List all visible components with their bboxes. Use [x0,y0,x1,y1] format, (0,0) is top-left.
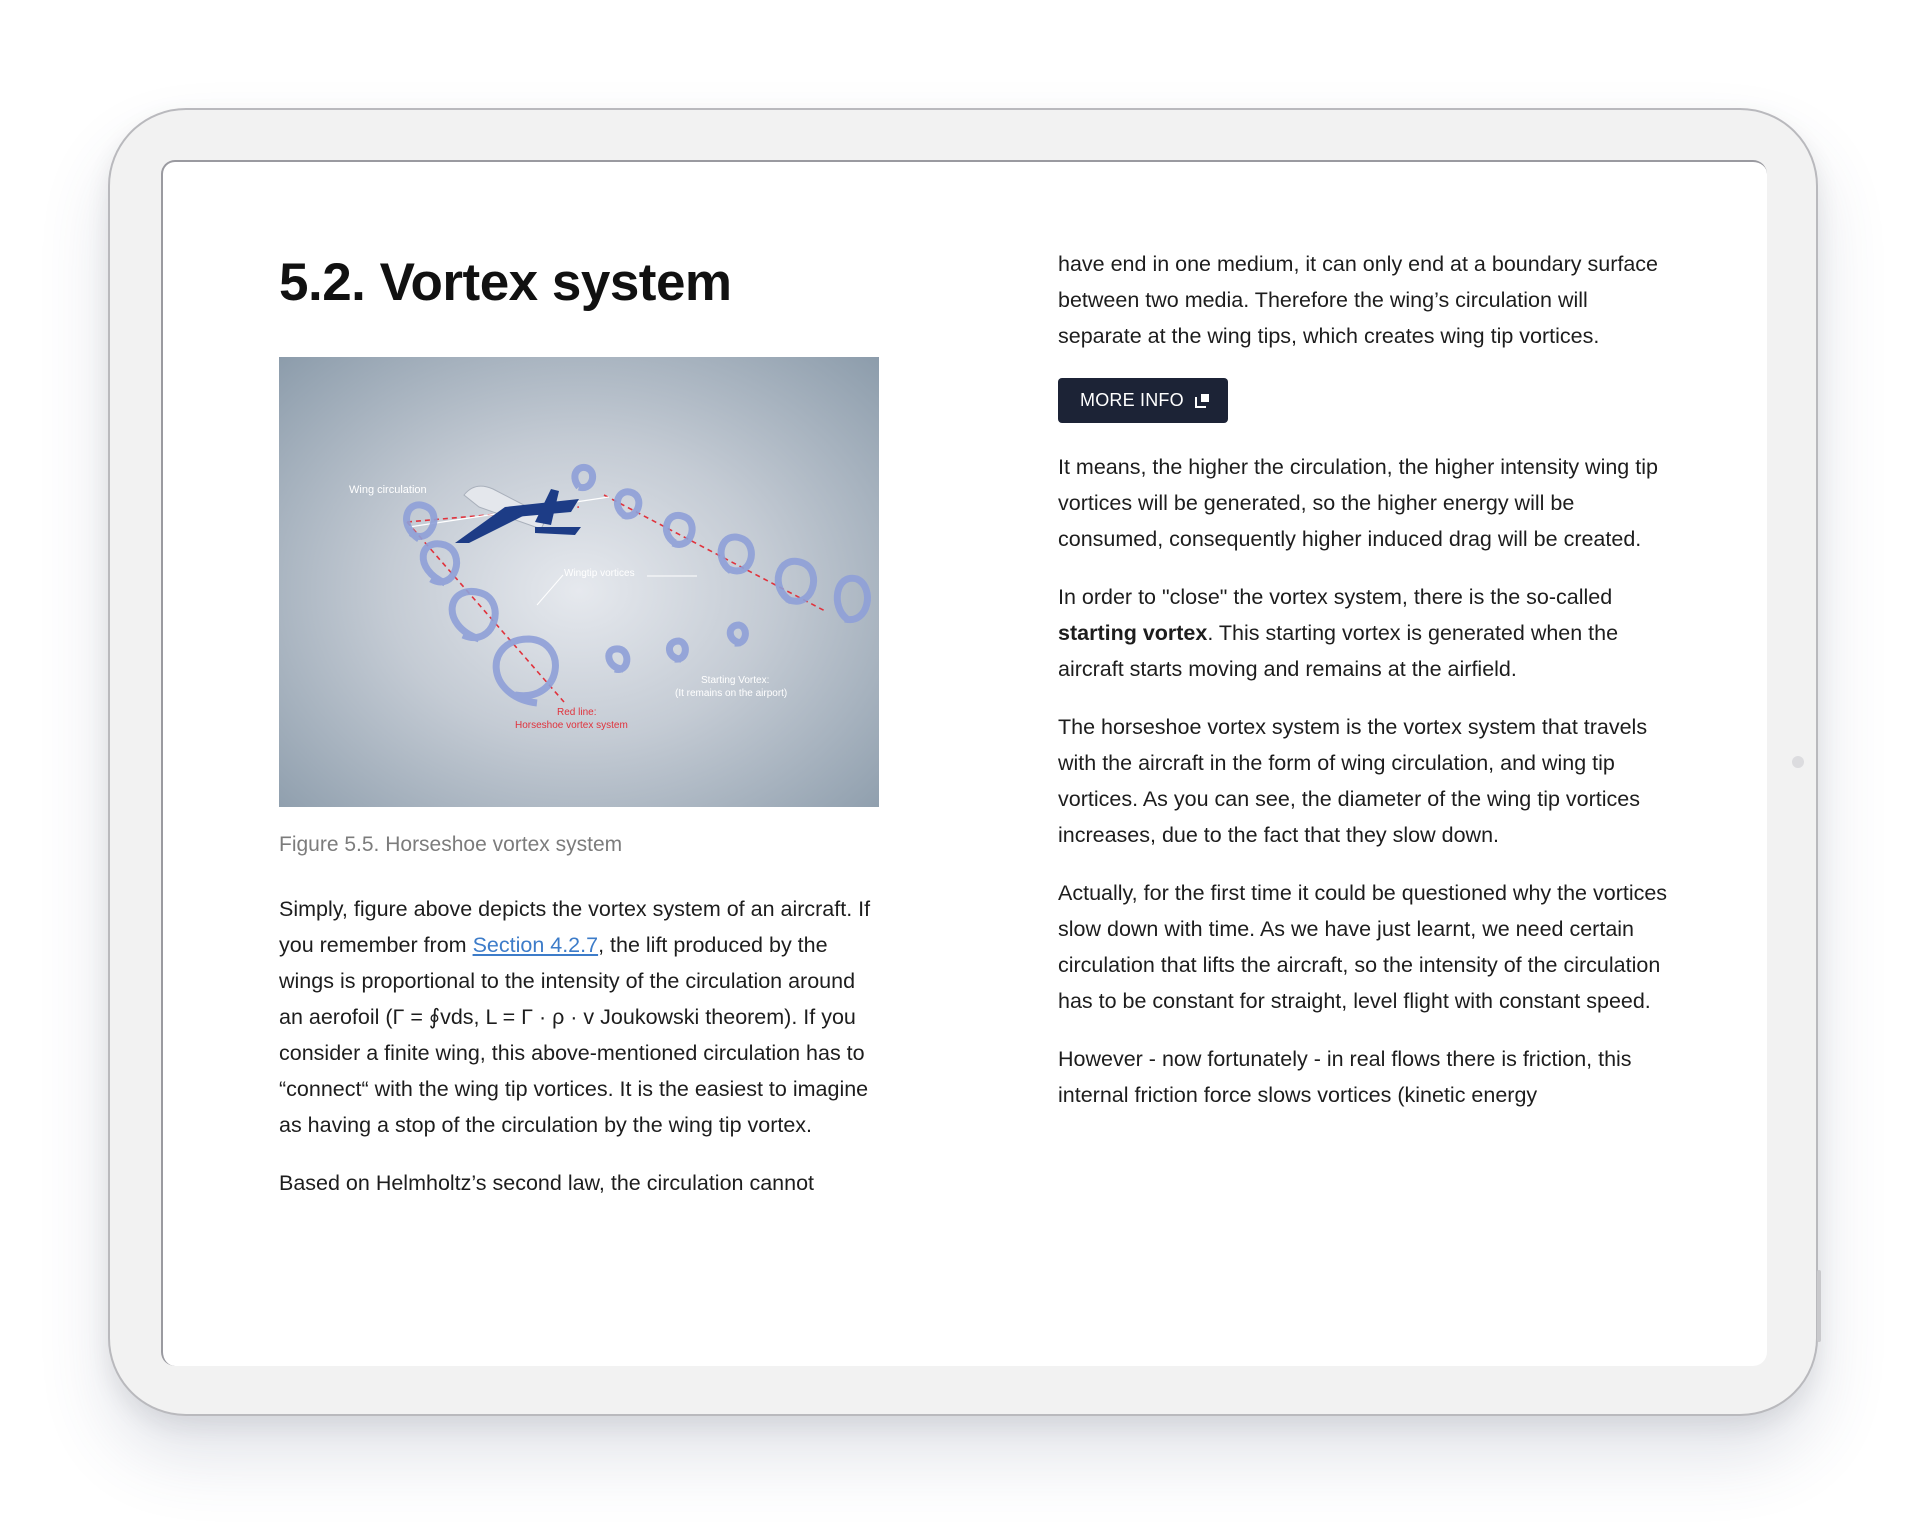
paragraph-6: Actually, for the first time it could be questioned why the vortices slow down with time. As we have just learnt, we need certain circulation that lifts the aircraft, so the intensity of the circulation has to be constant for straight, level flight with constant speed. [1058,881,1668,1013]
label-starting-vortex: Starting Vortex: [701,675,770,686]
paragraph-4-text-a: In order to "close" the vortex system, there is the so-called [1058,585,1613,609]
paragraph-5: The horseshoe vortex system is the vortex system that travels with the aircraft in the form of wing circulation, and wing tip vortices. As you can see, the diameter of the wing tip vortices increases, due to the fact that they slow down. [1058,715,1648,847]
label-red-line: Red line: [557,707,597,718]
page-title: 5.2. Vortex system [279,253,732,312]
tablet-side-button [1817,1270,1821,1342]
paragraph-1-text-a: Simply, figure above depicts the vortex system of an aircraft. If you remember from [279,897,871,957]
left-column [279,252,879,1223]
paragraph-2-continued: have end in one medium, it can only end at a boundary surface between two media. Therefore the wing’s circulation will separate at the wing tips, which creates wing tip vortices. [1058,252,1658,348]
tablet-frame [108,108,1818,1416]
paragraph-4 [1058,579,1668,687]
section-link[interactable]: Section 4.2.7 [472,933,599,957]
camera-dot [1792,756,1804,768]
right-column [1058,246,1668,1135]
label-wing-circulation: Wing circulation [349,484,427,496]
reader-screen [161,160,1767,1366]
paragraph-2: Based on Helmholtz’s second law, the circulation cannot [279,1171,815,1195]
paragraph-3: It means, the higher the circulation, the higher intensity wing tip vortices will be generated, so the higher energy will be consumed, consequently higher induced drag will be created. [1058,455,1658,551]
paragraph-1 [279,891,879,1143]
starting-vortex-term: starting vortex [1058,621,1208,645]
label-wingtip-vortices: Wingtip vortices [564,568,635,579]
label-horseshoe: Horseshoe vortex system [515,720,628,731]
more-info-button[interactable] [1058,378,1228,423]
more-info-label: MORE INFO [1080,390,1184,410]
right-wingtip-vortex [575,467,868,619]
paragraph-4-text-b: . This starting vortex is generated when the aircraft starts moving and remains at the airfield. [1058,621,1619,681]
paragraph-1-text-b: , the lift produced by the wings is proportional to the intensity of the circulation around an aerofoil (Γ = ∮vds, L = Γ · ρ · v Joukowski theorem). If you consider a finite wing, this above-mentioned circulation has to “connect“ with the wing tip vortices. It is the easiest to imagine as having a stop of the circulation by the wing tip vortex. [279,933,869,1137]
paragraph-7: However - now fortunately - in real flows there is friction, this internal friction force slows vortices (kinetic energy [1058,1047,1632,1107]
horseshoe-vortex-figure [279,357,879,807]
figure-caption: Figure 5.5. Horseshoe vortex system [279,833,623,856]
external-link-icon [1194,393,1210,409]
airplane-icon [455,486,581,543]
label-starting-vortex-note: (It remains on the airport) [675,688,788,699]
